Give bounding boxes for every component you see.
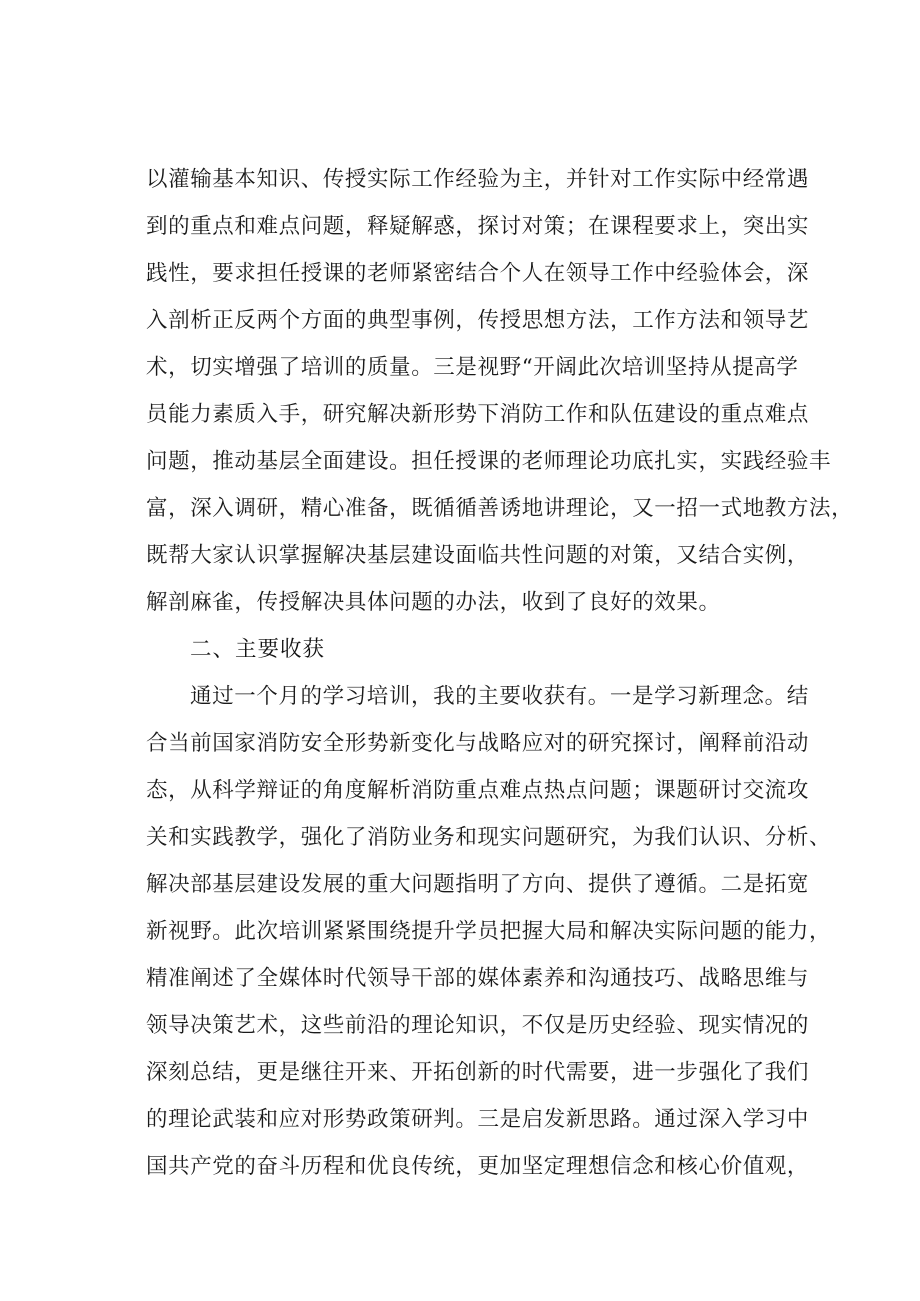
paragraph-2-line-9: 深刻总结，更是继往开来、开拓创新的时代需要，进一步强化了我们 bbox=[146, 1060, 810, 1085]
paragraph-1-line-7: 问题，推动基层全面建设。担任授课的老师理论功底扎实，实践经验丰 bbox=[146, 449, 832, 474]
section-heading: 二、主要收获 bbox=[190, 637, 326, 662]
paragraph-2-line-11: 国共产党的奋斗历程和优良传统，更加坚定理想信念和核心价值观， bbox=[146, 1154, 810, 1179]
paragraph-2-line-8: 领导决策艺术，这些前沿的理论知识，不仅是历史经验、现实情况的 bbox=[146, 1013, 810, 1038]
paragraph-2-line-7: 精准阐述了全媒体时代领导干部的媒体素养和沟通技巧、战略思维与 bbox=[146, 966, 810, 991]
paragraph-1-line-2: 到的重点和难点问题，释疑解惑，探讨对策；在课程要求上，突出实 bbox=[146, 214, 810, 239]
paragraph-1-line-9: 既帮大家认识掌握解决基层建设面临共性问题的对策，又结合实例， bbox=[146, 543, 810, 568]
paragraph-2-line-4: 关和实践教学，强化了消防业务和现实问题研究，为我们认识、分析、 bbox=[146, 825, 832, 850]
paragraph-1-line-6: 员能力素质入手，研究解决新形势下消防工作和队伍建设的重点难点 bbox=[146, 402, 810, 427]
paragraph-1-line-8: 富，深入调研，精心准备，既循循善诱地讲理论，又一招一式地教方法， bbox=[146, 496, 854, 521]
paragraph-1-line-10: 解剖麻雀，传授解决具体问题的办法，收到了良好的效果。 bbox=[146, 590, 721, 615]
paragraph-1-line-1: 以灌输基本知识、传授实际工作经验为主，并针对工作实际中经常遇 bbox=[146, 167, 810, 192]
paragraph-2-line-1: 通过一个月的学习培训，我的主要收获有。一是学习新理念。结 bbox=[190, 684, 809, 709]
paragraph-2-line-3: 态，从科学辩证的角度解析消防重点难点热点问题；课题研讨交流攻 bbox=[146, 778, 810, 803]
paragraph-2-line-2: 合当前国家消防安全形势新变化与战略应对的研究探讨，阐释前沿动 bbox=[146, 731, 810, 756]
paragraph-1-line-4: 入剖析正反两个方面的典型事例，传授思想方法，工作方法和领导艺 bbox=[146, 308, 810, 333]
paragraph-2-line-6: 新视野。此次培训紧紧围绕提升学员把握大局和解决实际问题的能力， bbox=[146, 919, 832, 944]
paragraph-2-line-10: 的理论武装和应对形势政策研判。三是启发新思路。通过深入学习中 bbox=[146, 1107, 810, 1132]
paragraph-1-line-5: 术，切实增强了培训的质量。三是视野“开阔此次培训坚持从提高学 bbox=[146, 355, 799, 380]
paragraph-2-line-5: 解决部基层建设发展的重大问题指明了方向、提供了遵循。二是拓宽 bbox=[146, 872, 810, 897]
paragraph-1-line-3: 践性，要求担任授课的老师紧密结合个人在领导工作中经验体会，深 bbox=[146, 261, 810, 286]
